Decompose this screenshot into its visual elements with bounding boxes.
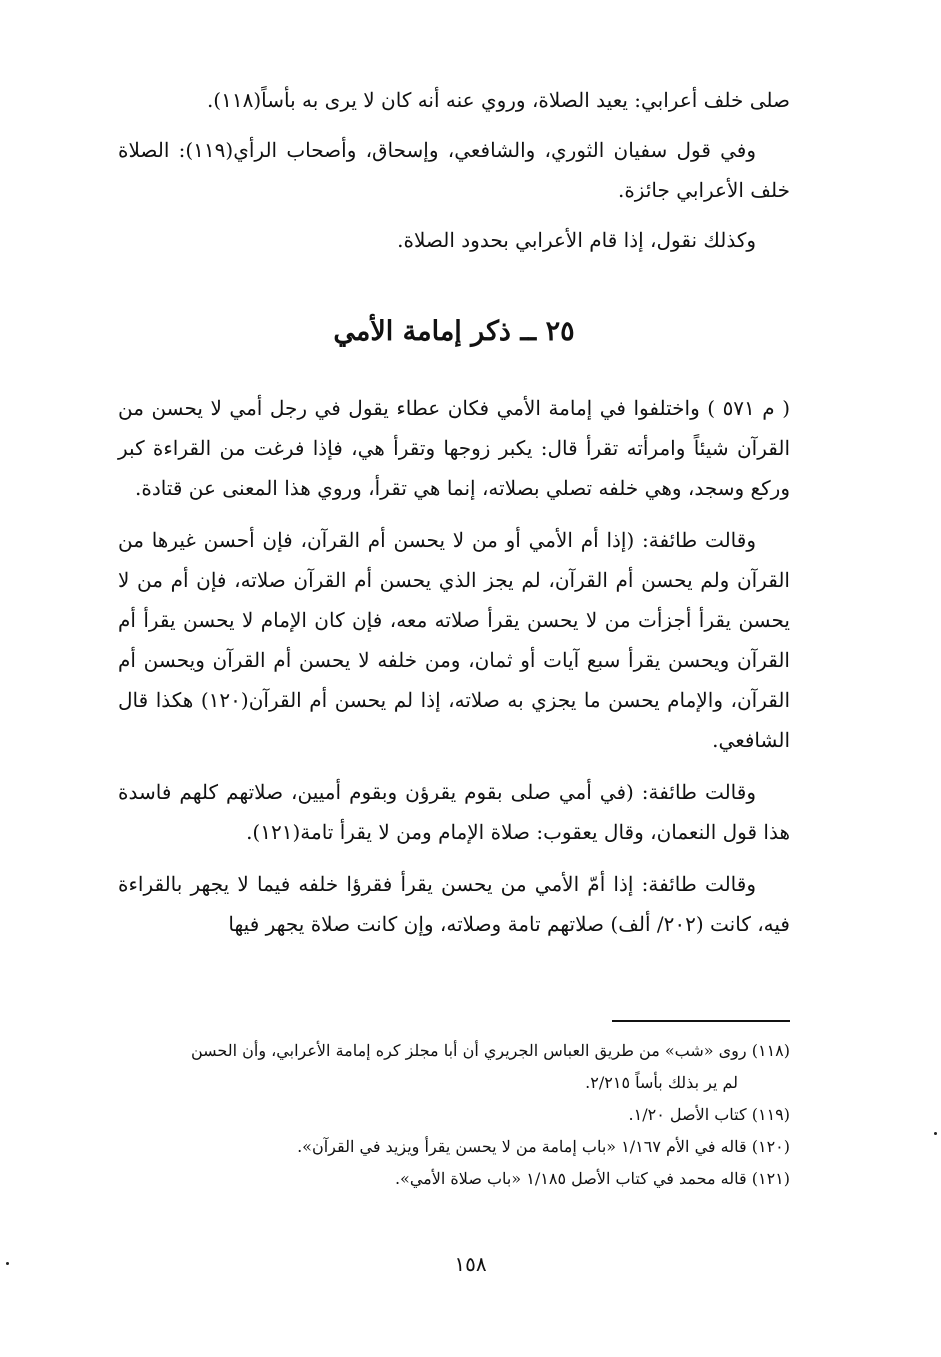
- footnote-text: كتاب الأصل ١/٢٠.: [628, 1105, 747, 1124]
- footnote-text: قاله في الأم ١/١٦٧ «باب إمامة من لا يحسن يقرأ ويزيد في القرآن».: [297, 1137, 747, 1156]
- scan-speck: [934, 1132, 937, 1135]
- footnote-number: (١١٩): [751, 1105, 790, 1124]
- footnote-119: [118, 1099, 790, 1131]
- footnote-118-continuation: لم ير بذلك بأساً ٢/٢١٥.: [585, 1073, 738, 1092]
- footnote-number: (١١٨): [751, 1041, 790, 1060]
- top-text: [118, 80, 790, 260]
- section-heading: ٢٥ ــ ذكر إمامة الأمي: [333, 316, 575, 347]
- footnote-text: قاله محمد في كتاب الأصل ١/١٨٥ «باب صلاة الأمي».: [394, 1169, 747, 1188]
- footnotes: [118, 1035, 790, 1195]
- paragraph-conclusion: وكذلك نقول، إذا قام الأعرابي بحدود الصلاة.: [397, 228, 756, 252]
- continuation-line: صلى خلف أعرابي: يعيد الصلاة، وروي عنه أنه كان لا يرى به بأساً(١١٨).: [206, 88, 790, 112]
- paragraph-ata: ( م ٥٧١ ) واختلفوا في إمامة الأمي فكان عطاء يقول في رجل أمي لا يحسن من القرآن شيئاً وامرأته تقرأ قال: يكبر زوجها وتقرأ هي، فإذا فرغت من القراءة كبر وركع وسجد، وهي خلفه تصلي بصلاته، إنما هي تقرأ، وروي هذا المعنى عن قتادة.: [118, 396, 791, 500]
- page-number: ١٥٨: [454, 1252, 487, 1276]
- paragraph-shafii: وقالت طائفة: (إذا أم الأمي أو من لا يحسن أم القرآن، فإن أحسن غيرها من القرآن ولم يحسن أم القرآن، لم يجز الذي يحسن أم القرآن صلاته، فإن أم من لا يحسن يقرأ أجزأت من لا يحسن يقرأ صلاته معه، فإن كان الإمام لا يحسن يقرأ أم القرآن ويحسن يقرأ سبع آيات أو ثمان، ومن خلفه لا يحسن أم القرآن ويحسن أم القرآن، والإمام يحسن ما يجزي به صلاته، إذا لم يحسن أم القرآن(١٢٠) هكذا قال الشافعي.: [118, 528, 790, 752]
- paragraph-jahr: وقالت طائفة: إذا أمّ الأمي من يحسن يقرأ فقرؤا خلفه فيما لا يجهر بالقراءة فيه، كانت (٢٠٢/ ألف) صلاتهم تامة وصلاته، وإن كانت صلاة يجهر فيها: [118, 872, 790, 936]
- paragraph-thawri: وفي قول سفيان الثوري، والشافعي، وإسحاق، وأصحاب الرأي(١١٩): الصلاة خلف الأعرابي جائزة.: [118, 138, 790, 202]
- footnote-121: [118, 1163, 790, 1195]
- footnote-number: (١٢٠): [751, 1137, 790, 1156]
- footnote-120: [118, 1131, 790, 1163]
- paragraph-numan: وقالت طائفة: (في أمي صلى بقوم يقرؤن وبقوم أميين، صلاتهم كلهم فاسدة هذا قول النعمان، وقال يعقوب: صلاة الإمام ومن لا يقرأ تامة(١٢١).: [118, 780, 790, 844]
- footnote-separator: [612, 1020, 790, 1022]
- footnote-text: روى «شب» من طريق العباس الجريري أن أبا مجلز كره إمامة الأعرابي، وأن الحسن: [190, 1041, 747, 1060]
- scan-speck: [6, 1262, 9, 1265]
- footnote-118: [118, 1035, 790, 1067]
- footnote-number: (١٢١): [751, 1169, 790, 1188]
- main-text: [118, 388, 790, 944]
